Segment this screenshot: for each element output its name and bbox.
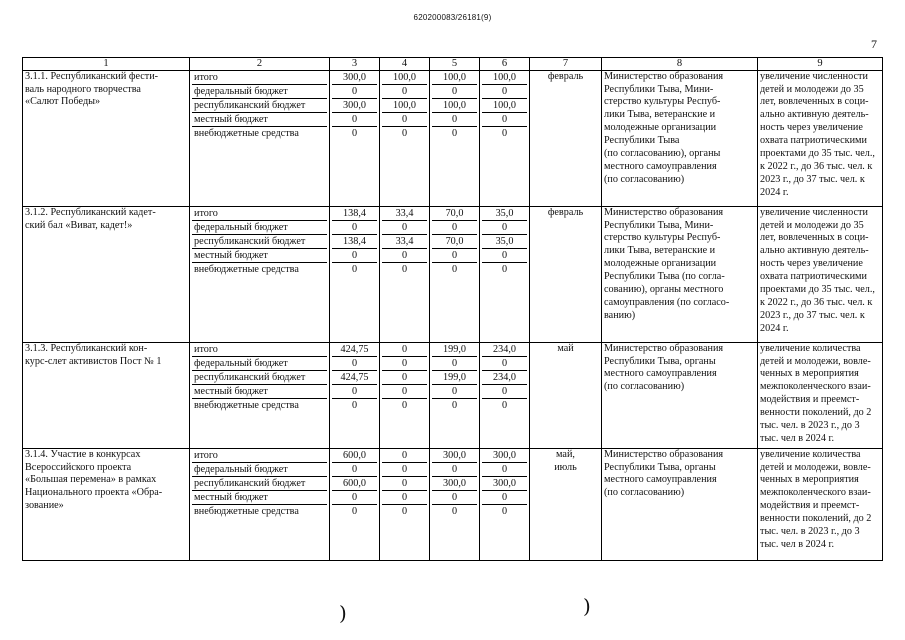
amount-value: 199,0 (432, 343, 477, 357)
amount-value: 0 (482, 385, 527, 399)
amount-cell-c3 (330, 342, 380, 448)
amount-value: 0 (332, 221, 377, 235)
funding-source-label: федеральный бюджет (192, 221, 327, 235)
amount-value: 0 (482, 357, 527, 371)
executors-cell: Министерство образования Республики Тыва, органы местного самоуправления (по согласованию) (602, 342, 758, 448)
funding-source-label: федеральный бюджет (192, 357, 327, 371)
amount-value: 0 (382, 221, 427, 235)
amount-value: 0 (482, 463, 527, 477)
amount-value: 0 (501, 399, 508, 411)
document-id: 620200083/26181(9) (413, 13, 492, 22)
table-row (23, 448, 883, 560)
amount-value: 0 (401, 127, 408, 139)
amount-value: 234,0 (482, 343, 527, 357)
funding-source-label: местный бюджет (192, 385, 327, 399)
amount-value: 100,0 (382, 71, 427, 85)
amount-value: 300,0 (332, 99, 377, 113)
funding-sources (190, 70, 330, 206)
amount-value: 0 (332, 463, 377, 477)
amount-value: 300,0 (432, 477, 477, 491)
amount-value: 0 (382, 249, 427, 263)
amount-value: 0 (351, 505, 358, 517)
amount-value: 0 (482, 113, 527, 127)
funding-source-label: республиканский бюджет (192, 371, 327, 385)
measure-name: 3.1.2. Республиканский кадет- ский бал «Виват, кадет!» (23, 206, 190, 342)
amount-value: 0 (382, 343, 427, 357)
amount-value: 0 (432, 385, 477, 399)
amount-value: 300,0 (482, 477, 527, 491)
table-row (23, 70, 883, 206)
amount-value: 300,0 (332, 71, 377, 85)
amount-value: 0 (382, 477, 427, 491)
header-cell: 2 (190, 58, 330, 71)
funding-source-label: внебюджетные средства (194, 505, 299, 517)
amount-value: 300,0 (432, 449, 477, 463)
amount-value: 35,0 (482, 207, 527, 221)
amount-value: 100,0 (432, 99, 477, 113)
result-cell: увеличение количества детей и молодежи, вовле- ченных в мероприятия межпоколенческого взаи- модействия и преемст- венности поколений, до 2 тыс. чел. в 2023 г., до 3 тыс. чел в 2024 г. (758, 342, 883, 448)
amount-value: 33,4 (382, 207, 427, 221)
measures-table (22, 57, 883, 561)
amount-value: 0 (432, 249, 477, 263)
header-cell: 8 (602, 58, 758, 71)
amount-value: 0 (451, 505, 458, 517)
term-cell: февраль (530, 70, 602, 206)
funding-source-label: итого (192, 207, 327, 221)
amount-value: 424,75 (332, 371, 377, 385)
table-row (23, 342, 883, 448)
funding-source-label: местный бюджет (192, 491, 327, 505)
header-cell: 7 (530, 58, 602, 71)
amount-value: 100,0 (482, 99, 527, 113)
amount-value: 199,0 (432, 371, 477, 385)
amount-value: 0 (382, 491, 427, 505)
header-cell: 9 (758, 58, 883, 71)
funding-source-label: внебюджетные средства (194, 127, 299, 139)
amount-value: 0 (351, 263, 358, 275)
funding-source-label: республиканский бюджет (192, 477, 327, 491)
amount-value: 0 (501, 263, 508, 275)
funding-source-label: федеральный бюджет (192, 85, 327, 99)
page-number: 7 (871, 37, 877, 51)
amount-value: 424,75 (332, 343, 377, 357)
amount-value: 0 (401, 399, 408, 411)
funding-sources (190, 206, 330, 342)
amount-value: 0 (432, 463, 477, 477)
amount-value: 0 (432, 491, 477, 505)
amount-value: 0 (332, 491, 377, 505)
amount-value: 0 (501, 505, 508, 517)
amount-cell-c6 (480, 206, 530, 342)
result-cell: увеличение численности детей и молодежи до 35 лет, вовлеченных в соци- ально активную деятель- ность через увеличение охвата патриотическими проектами до 35 тыс. чел., к 2022 г., до 36 тыс. чел. к 2023 г., до 37 тыс. чел. к 2024 г. (758, 70, 883, 206)
amount-value: 300,0 (482, 449, 527, 463)
amount-cell-c3 (330, 448, 380, 560)
term-cell: февраль (530, 206, 602, 342)
amount-cell-c3 (330, 70, 380, 206)
amount-value: 100,0 (482, 71, 527, 85)
amount-cell-c4 (380, 70, 430, 206)
amount-value: 600,0 (332, 477, 377, 491)
funding-source-label: местный бюджет (192, 249, 327, 263)
amount-value: 0 (401, 263, 408, 275)
funding-source-label: итого (192, 449, 327, 463)
amount-cell-c4 (380, 206, 430, 342)
measure-name: 3.1.3. Республиканский кон- курс-слет активистов Пост № 1 (23, 342, 190, 448)
amount-value: 0 (482, 491, 527, 505)
amount-cell-c3 (330, 206, 380, 342)
amount-value: 33,4 (382, 235, 427, 249)
amount-value: 0 (482, 85, 527, 99)
executors-cell: Министерство образования Республики Тыва, органы местного самоуправления (по согласованию) (602, 448, 758, 560)
amount-value: 35,0 (482, 235, 527, 249)
amount-cell-c5 (430, 206, 480, 342)
amount-value: 0 (432, 113, 477, 127)
funding-source-label: внебюджетные средства (194, 263, 299, 275)
amount-value: 0 (332, 385, 377, 399)
amount-value: 0 (332, 357, 377, 371)
amount-value: 70,0 (432, 207, 477, 221)
amount-value: 0 (432, 221, 477, 235)
header-cell: 1 (23, 58, 190, 71)
amount-value: 0 (332, 85, 377, 99)
header-cell: 6 (480, 58, 530, 71)
amount-value: 0 (332, 249, 377, 263)
amount-value: 0 (401, 505, 408, 517)
term-cell: май, июль (530, 448, 602, 560)
amount-cell-c6 (480, 342, 530, 448)
amount-value: 100,0 (432, 71, 477, 85)
funding-source-label: внебюджетные средства (194, 399, 299, 411)
header-row (23, 58, 883, 71)
executors-cell: Министерство образования Республики Тыва, Мини- стерство культуры Респуб- лики Тыва, ветеранские и молодежные организации Республики Тыва (по согласованию), органы местного самоуправления (по согласованию) (602, 70, 758, 206)
amount-value: 0 (382, 463, 427, 477)
header-cell: 3 (330, 58, 380, 71)
amount-cell-c4 (380, 448, 430, 560)
funding-source-label: итого (192, 343, 327, 357)
header-cell: 5 (430, 58, 480, 71)
funding-source-label: местный бюджет (192, 113, 327, 127)
term-cell: май (530, 342, 602, 448)
funding-sources (190, 448, 330, 560)
amount-value: 138,4 (332, 235, 377, 249)
amount-value: 600,0 (332, 449, 377, 463)
funding-source-label: республиканский бюджет (192, 99, 327, 113)
amount-value: 0 (451, 127, 458, 139)
funding-source-label: федеральный бюджет (192, 463, 327, 477)
amount-value: 0 (382, 357, 427, 371)
amount-cell-c5 (430, 342, 480, 448)
result-cell: увеличение количества детей и молодежи, вовле- ченных в мероприятия межпоколенческого взаи- модействия и преемст- венности поколений, до 2 тыс. чел. в 2023 г., до 3 тыс. чел в 2024 г. (758, 448, 883, 560)
amount-value: 138,4 (332, 207, 377, 221)
amount-value: 0 (332, 113, 377, 127)
measure-name: 3.1.1. Республиканский фести- валь народного творчества «Салют Победы» (23, 70, 190, 206)
amount-value: 234,0 (482, 371, 527, 385)
amount-value: 0 (382, 385, 427, 399)
amount-value: 0 (382, 113, 427, 127)
amount-value: 0 (382, 371, 427, 385)
amount-cell-c5 (430, 70, 480, 206)
result-cell: увеличение численности детей и молодежи до 35 лет, вовлеченных в соци- ально активную деятель- ность через увеличение охвата патриотическими проектами до 35 тыс. чел., к 2022 г., до 36 тыс. чел. к 2023 г., до 37 тыс. чел. к 2024 г. (758, 206, 883, 342)
executors-cell: Министерство образования Республики Тыва, Мини- стерство культуры Респуб- лики Тыва, ветеранские и молодежные организации Республики Тыва (по согла- сованию), органы местного самоуправления (по согласо- ванию) (602, 206, 758, 342)
amount-value: 70,0 (432, 235, 477, 249)
amount-value: 100,0 (382, 99, 427, 113)
table-row (23, 206, 883, 342)
funding-source-label: республиканский бюджет (192, 235, 327, 249)
amount-value: 0 (382, 85, 427, 99)
amount-value: 0 (482, 221, 527, 235)
amount-value: 0 (351, 127, 358, 139)
amount-value: 0 (432, 85, 477, 99)
amount-value: 0 (451, 263, 458, 275)
amount-cell-c5 (430, 448, 480, 560)
funding-sources (190, 342, 330, 448)
amount-value: 0 (501, 127, 508, 139)
funding-source-label: итого (192, 71, 327, 85)
amount-value: 0 (382, 449, 427, 463)
amount-value: 0 (351, 399, 358, 411)
amount-value: 0 (451, 399, 458, 411)
amount-cell-c6 (480, 448, 530, 560)
handwritten-mark: ) (583, 594, 591, 618)
measure-name: 3.1.4. Участие в конкурсах Всероссийского проекта «Большая перемена» в рамках Национального проекта «Обра- зование» (23, 448, 190, 560)
amount-value: 0 (482, 249, 527, 263)
amount-value: 0 (432, 357, 477, 371)
amount-cell-c4 (380, 342, 430, 448)
handwritten-mark: ) (339, 601, 347, 625)
header-cell: 4 (380, 58, 430, 71)
amount-cell-c6 (480, 70, 530, 206)
